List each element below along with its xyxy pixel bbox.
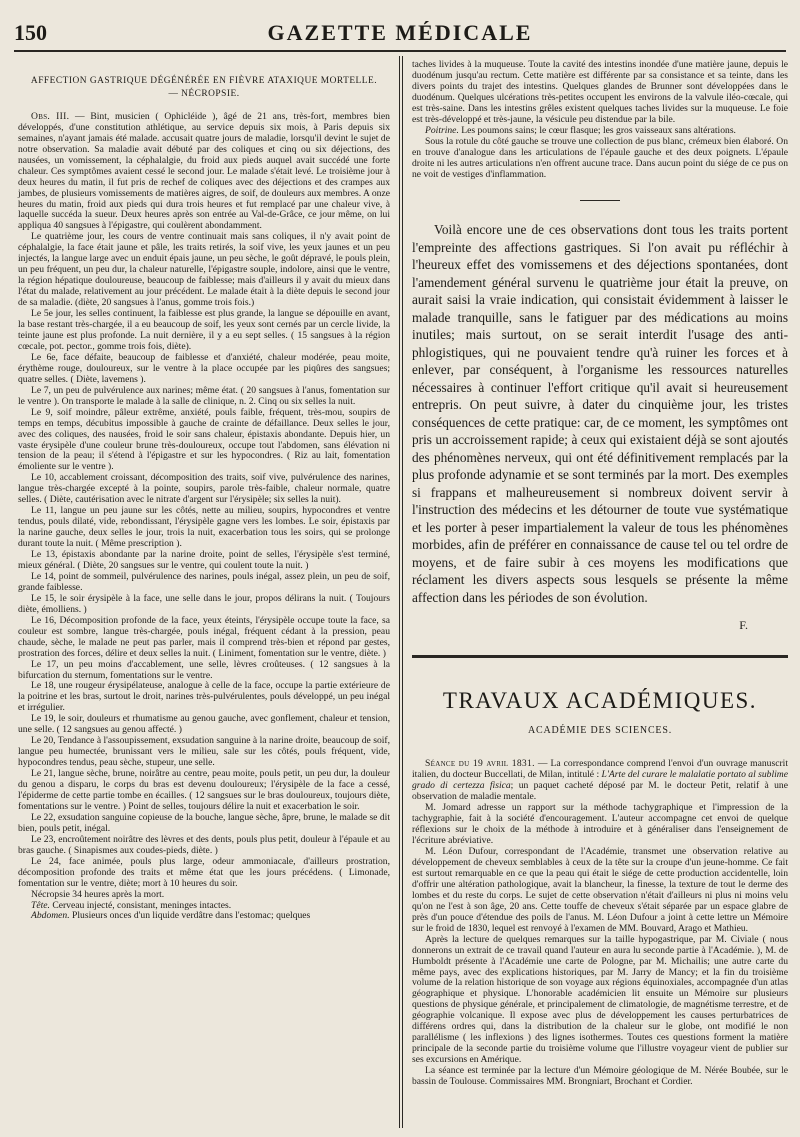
commentary [412, 221, 788, 606]
paragraph: Après la lecture de quelques remarques sur la taille hypogastrique, par M. Civiale ( nous donnerons un extrait de ce travail quand l'auteur en aura lu seconde partie à l'Académie. ), M. de Humboldt présente à l'Académie une carte de Pologne, par M. Michailis; une autre carte du même pays, avec des explications historiques, par M. Jarry de Mancy; et la fin du troisième volume de la relation historique de son voyage aux régions équinoxiales, accompagnée d'un atlas géographique et physique. L'honorable académicien lit ensuite un Mémoire sur plusieurs questions de physique générale, et principalement de climatologie, de magnétisme terrestre, et de géographie volcanique. Il expose avec plus de développement les causes perturbatrices de différens ordres qui, dans la distribution de la chaleur sur le globe, ont modifié le non parallélisme ( les inflexions ) des lignes isothermes. Toutes ces questions forment la matière principale de la seconde partie du troisième volume que l'illustre voyageur vient de publier sur ses excursions en Amérique. [412, 933, 788, 1066]
article-heading: AFFECTION GASTRIQUE DÉGÉNÉRÉE EN FIÈVRE ATAXIQUE MORTELLE. [30, 76, 378, 86]
paragraph: M. Jomard adresse un rapport sur la méthode tachygraphique et l'impression de la tachygraphie, fait à la société d'encouragement. L'auteur accompagne cet envoi de quelque réflexions sur le choix de la méthode à introduire et à généraliser dans l'enseignement de l'écriture abréviative. [412, 802, 788, 847]
paragraph: Poitrine. Les poumons sains; le cœur flasque; les gros vaisseaux sans altérations. [425, 124, 736, 136]
paragraph: Obs. III. — Bint, musicien ( Ophicléide ), âgé de 21 ans, très-fort, membres bien développés, d'une constitution athlétique, au service depuis six mois, à Paris depuis six semaines, n'ayant jamais été malade. accusait quatre jours de maladie, lorsqu'il devint le sujet de notre observation. Sa maladie avait débuté par des coliques et cinq ou six déjections, des nausées, un vomissement, la céphalalgie, du froid aux pieds auquel avait succédé une forte chaleur. Ces symptômes avaient cessé le second jour. Le malade s'était levé. Le troisième jour à deux heures du matin, il fut pris de rechef de coliques avec des déjections et des crampes aux jambes, de plusieurs vomissements de matières aigres, de soif, de douleurs aux membres. A onze heures du matin, froid aux pieds qui dura trois heures et fut remplacé par une chaleur vive, à laquelle succéda la sueur. Deux heures après son entrée au Val-de-Grâce, ce jour même, on lui appliqua 40 sangsues à l'épigastre, qui coulèrent abondamment. [18, 110, 390, 232]
journal-title: GAZETTE MÉDICALE [267, 20, 533, 45]
signature: F. [739, 618, 748, 633]
paragraph: Le 20, Tendance à l'assoupissement, exsudation sanguine à la narine droite, beaucoup de soif, langue peu humectée, brunissant vers le milieu, sale sur les côtés, pouls fréquent, vide, hypocondres tendus, peau sèche, stupeur, une selle. [18, 735, 390, 769]
left-column [18, 60, 390, 922]
paragraph: Le 11, langue un peu jaune sur les côtés, nette au milieu, soupirs, hypocondres et ventre tendus, pouls dilaté, vide, rebondissant, l'érysipèle gagne vers les lombes. Le soir, épistaxis par la narine gauche, deux selles le jour, trois la nuit, exacerbation tous les soirs, qui se prolonge durant toute la nuit. ( Même prescription ). [18, 505, 390, 550]
separator [580, 200, 620, 201]
paragraph: Le 13, épistaxis abondante par la narine droite, point de selles, l'érysipèle s'est terminé, mieux général. ( Diète, 20 sangsues sur le ventre, qui coulent toute la nuit. ) [18, 549, 390, 571]
page-header [14, 20, 786, 50]
paragraph: Le 22, exsudation sanguine copieuse de la bouche, langue sèche, âpre, brune, le malade se dit bien, pouls petit, inégal. [18, 811, 390, 834]
paragraph: Le quatrième jour, les cours de ventre continuait mais sans coliques, il n'y avait point de céphalalgie, la face était jaune et pâle, les traits retirés, la soif vive, les yeux jaunes et un peu injectés, la langue large avec un enduit épais jaune, un peu sèche, le goût dépravé, le pouls plein, un peu fréquent, un peu dur, la chaleur naturelle, l'épigastre souple, indolore, ainsi que le ventre, la région hépatique douloureuse, beaucoup de faiblesse; mais d'ailleurs il y avait du mieux dans l'état du malade, relativement au jour précédent. Le malade était à la diète depuis le second jour de sa maladie. (diète, 20 sangsues à l'anus, gomme trois fois.) [18, 231, 390, 309]
article-subheading: — NÉCROPSIE. [168, 88, 240, 99]
academy-heading: ACADÉMIE DES SCIENCES. [528, 725, 672, 737]
italian-title: L'Arte del curare le malalatie portato al sublime grado di certezza fisica [412, 769, 788, 792]
paragraph: Abdomen. Plusieurs onces d'un liquide verdâtre dans l'estomac; quelques [31, 910, 311, 922]
poitrine-label: Poitrine. [425, 124, 459, 136]
right-column [412, 60, 788, 1088]
paragraph: Séance du 19 avril 1831. — La correspondance comprend l'envoi d'un ouvrage manuscrit italien, du docteur Buccellati, de Milan, intitulé : L'Arte del curare le malalatie portato al sublime grado di certezza fisica; un paquet cacheté déposé par M. le docteur Petit, relatif à une observation de maladie mentale. [412, 758, 788, 803]
paragraph: Sous la rotule du côté gauche se trouve une collection de pus blanc, crémeux bien élaboré. On en trouve d'analogue dans les articulations de l'épaule gauche et des deux poignets. L'épaule droite ni les autres articulations n'en offrent aucune trace. Dans aucun point du siége de ce pus on ne voit de vestiges d'inflammation. [412, 135, 788, 180]
paragraph: Le 10, accablement croissant, décomposition des traits, soif vive, pulvérulence des narines, langue très-chargée excepté à la pointe, soupirs, parole très-faible, chaleur normale, quatre selles. ( Diète, cautérisation avec le nitrate d'argent sur l'érysipèle; six selles la nuit). [18, 472, 390, 506]
paragraph: Le 16, Décomposition profonde de la face, yeux éteints, l'érysipèle occupe toute la face, sa couleur est sombre, langue très-chargée, pouls inégal, fréquent cédant à la pression, peau chaude, sèche, le malade ne peut pas parler, mais il comprend très-bien et répond par gestes, prostration des forces, délire et deux selles la nuit. ( Liniment, fomentation sur le ventre, diète. ) [18, 614, 390, 659]
paragraph: Nécropsie 34 heures après la mort. [31, 888, 165, 900]
paragraph: Tête. Cerveau injecté, consistant, meninges intactes. [31, 899, 232, 911]
paragraph: Le 5e jour, les selles continuent, la faiblesse est plus grande, la langue se dépouille en avant, la base restant très-chargée, il a eu beaucoup de soif, les yeux sont cernés par un cercle livide, la teinte jaune est plus profonde. La nuit dernière, il y a eu sept selles. ( 15 sangsues à la région cœcale, pot. pector., gomme trois fois, diète). [18, 308, 390, 352]
paragraph: Le 9, soif moindre, pâleur extrême, anxiété, pouls faible, fréquent, très-mou, soupirs de temps en temps, décubitus impossible à gauche de crainte de défaillance. Deux selles le jour, avec des coliques, des nausées, froid le soir sans chaleur, épistaxis abondante. Depuis hier, un vaste érysipèle d'une couleur brune très-douloureux, occupe tout l'abdomen, sans élévation ni tension de la peau; il s'étend à l'épigastre et sur les hypocondres. ( Riz au lait, fomentation émoliente sur le ventre ). [18, 406, 390, 473]
commentary-paragraph: Voilà encore une de ces observations dont tous les traits portent l'empreinte des affections gastriques. Si l'on avait pu réfléchir à l'heureux effet des vomissemens et des déjections spontanées, dont l'amendement général survenu le quatrième jour était la preuve, on aurait saisi la vraie indication, qui consistait évidemment à laisser le malade tranquille, sans le fatiguer par des médications au moins inutiles; mais surtout, on se serait interdit l'usage des anti-phlogistiques, qui ne pouvaient tendre qu'à ruiner les forces et à enlever, par conséquent, à l'organisme les ressources naturelles nécessaires à continuer l'effort critique qu'il avait si heureusement entrepris. On peut suivre, à dater du cinquième jour, les tristes conséquences de cette pratique: car, de ce moment, les symptômes ont pris un accroissement rapide; à ceux qui existaient déjà se sont ajoutés des phénomènes nerveux, qui ont été définitivement remplacés par la plus profonde adynamie et se sont terminés par la mort. Des exemples si frappans et malheureusement si nombreux doivent servir à l'instruction des médecins et les détourner de toute vue systématique et les porter à peser impartialement la valeur de tous les phénomènes morbides, afin de préférer en connaissance de cause tel ou tel ordre de moyens, et de faire subir à ces moyens les modifications que réclament les divers aspects sous lesquels se présente la même affection dans les périodes de son évolution. [412, 222, 788, 605]
section-rule [412, 655, 788, 658]
paragraph: La séance est terminée par la lecture d'un Mémoire géologique de M. Nérée Boubée, sur le bassin de Toulouse. Commissaires MM. Brongniart, Brochant et Cordier. [412, 1065, 788, 1088]
paragraph: Le 7, un peu de pulvérulence aux narines; même état. ( 20 sangsues à l'anus, fomentation sur le ventre ). On transporte le malade à la salle de clinique, n. 2. Cinq ou six selles la nuit. [18, 384, 390, 407]
paragraph: M. Léon Dufour, correspondant de l'Académie, transmet une observation relative au développement de cheveux semblables à ceux de la tête sur la croupe d'un jeune-homme. Ce fait est surtout remarquable en ce que la peau qui était le siége de cette production accidentelle, loin d'offrir une altération pathologique, avait la blancheur, la finesse, la texture de tout le derme des lombes et du reste du corps. Le sujet de cette observation n'était d'ailleurs ni plus ni moins velu qu'on ne l'est à son âge, 20 ans. Cette touffe de cheveux s'était séparée par un espace glabre de près d'un pouce d'étendue des poils de l'anus. M. Léon Dufour a joint à cette lettre un Mémoire sur le froid de 1830, lequel est renvoyé à l'examen de MM. Bouvard, Arago et Mathieu. [412, 846, 788, 934]
paragraph: Le 14, point de sommeil, pulvérulence des narines, pouls inégal, assez plein, un peu de soif, grande faiblesse. [18, 570, 390, 593]
tete-label: Tête. [31, 899, 50, 911]
paragraph: Le 21, langue sèche, brune, noirâtre au centre, peau moite, pouls petit, un peu dur, la douleur du genou a disparu, le corps du bras est devenu douloureux; l'érysipèle de la face a cessé, l'épiderme de cette partie tombe en écailles. ( 12 sangsues sur le bras douloureux, toujours diète, fomentations sur le ventre. ) Point de selles, toujours délire la nuit et exacerbation le soir. [18, 768, 390, 812]
paragraph: Le 6e, face défaite, beaucoup de faiblesse et d'anxiété, chaleur modérée, peau moite, érythème rouge, douloureux, sur le ventre à la place occupée par les piqûres des sangsues; quatre selles. ( Diète, lavemens ). [18, 351, 390, 385]
section-title: TRAVAUX ACADÉMIQUES. [442, 688, 758, 714]
paragraph: Le 24, face animée, pouls plus large, odeur ammoniacale, d'ailleurs prostration, décomposition profonde des traits et même état que les jours précédens. ( Limonade, fomentation sur le ventre, diète; mort à 10 heures du soir. [18, 855, 390, 889]
paragraph: Le 19, le soir, douleurs et rhumatisme au genou gauche, avec gonflement, chaleur et tension, une selle. ( 12 sangsues au genou affecté. ) [18, 713, 390, 736]
paragraph: Le 17, un peu moins d'accablement, une selle, lèvres croûteuses. ( 12 sangsues à la bifurcation du sternum, fomentations sur le ventre. [18, 658, 390, 681]
seance-label: Séance du 19 avril 1831. [425, 758, 535, 770]
obs-label: Obs. III. [31, 110, 70, 122]
paragraph: Le 23, encroûtement noirâtre des lèvres et des dents, pouls plus petit, douleur à l'épaule et au bras gauche. ( Sinapismes aux coudes-pieds, diète. ) [18, 833, 390, 856]
paragraph: Le 15, le soir érysipèle à la face, une selle dans le jour, propos délirans la nuit. ( Toujours diète, émolliens. ) [18, 592, 390, 615]
paragraph: Le 18, une rougeur érysipélateuse, analogue à celle de la face, occupe la partie extérieure de la poitrine et les bras, surtout le droit, narines très-pulvérulentes, pouls développé, un peu inégal et irrégulier. [18, 680, 390, 714]
paragraph: taches livides à la muqueuse. Toute la cavité des intestins inondée d'une matière jaune, depuis le duodénum jusqu'au rectum. Cette matière est différente par sa consistance et sa teinte, dans les divers points du trajet des intestins. Quelques glandes de Brunner sont développées dans le duodénum. Quelques ulcérations très-petites occupent les environs de la valvule iléo-cœcale, qui est très-saine. Dans les intestins grêles existent quelques taches livides sur la muqueuse. Le foie est très-développé et très-jaune, la vésicule peu distendue par la bile. [412, 59, 788, 125]
column-divider [399, 56, 403, 1128]
abdomen-label: Abdomen. [31, 910, 70, 922]
header-rule [14, 50, 786, 52]
page-number: 150 [14, 20, 47, 45]
